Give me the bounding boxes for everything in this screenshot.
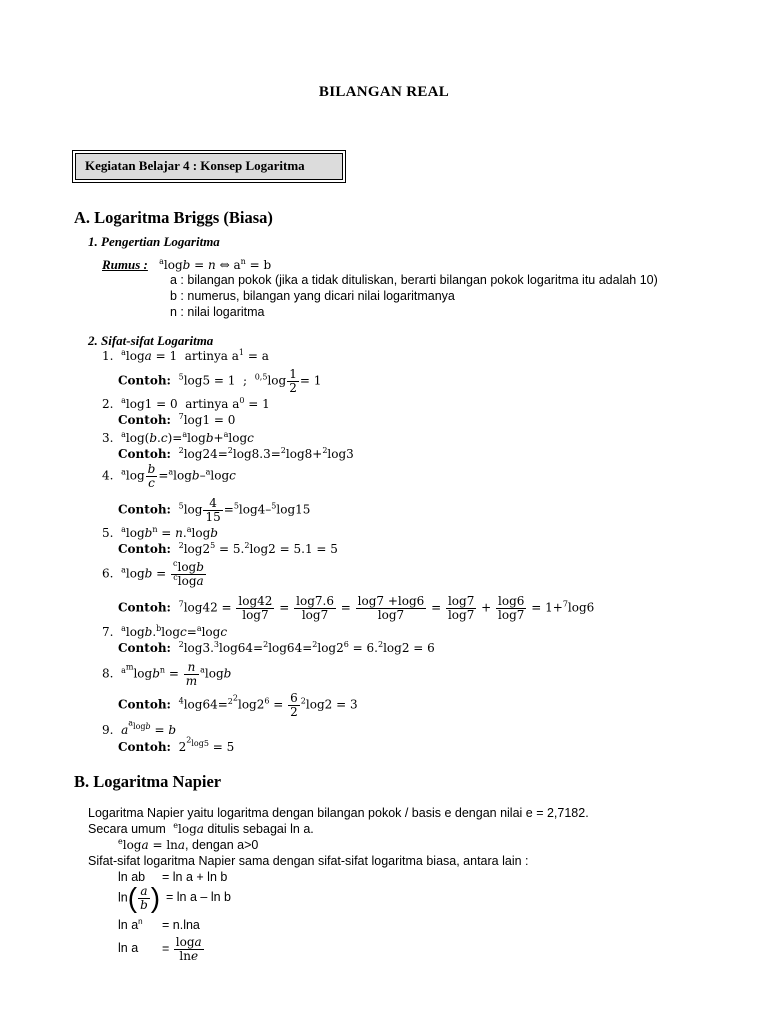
contoh-3: Contoh: $^2$log24=$^2$log8.3=$^2$log8+$^2$log3	[118, 446, 354, 461]
napier-rule-4: ln a = $\frac{\log a}{\ln e}$	[118, 935, 202, 963]
property-8: 8. $^{a^m}$logb$^n$ = $\frac{n}{m}$ $^a$logb	[102, 660, 232, 688]
subsection-pengertian: 1. Pengertian Logaritma	[88, 234, 220, 249]
napier-line-2: Secara umum $^e$loga ditulis sebagai ln a.	[88, 821, 314, 836]
property-7: 7. $^a$logb.$^b$logc=$^a$logc	[102, 624, 228, 639]
napier-line-2-post: ditulis sebagai ln a.	[207, 822, 314, 836]
kegiatan-box	[72, 150, 346, 183]
rumus-label: Rumus :	[102, 257, 148, 272]
contoh-9: Contoh: $2^{^2log5} = 5$	[118, 735, 235, 754]
rule-rhs: = ln a – ln b	[166, 890, 231, 905]
definition-b: b : numerus, bilangan yang dicari nilai logaritmanya	[170, 289, 455, 303]
section-a-heading: A. Logaritma Briggs (Biasa)	[74, 208, 273, 227]
kegiatan-label: Kegiatan Belajar 4 : Konsep Logaritma	[85, 158, 305, 173]
property-number: 6.	[102, 566, 114, 581]
contoh-label: Contoh:	[118, 740, 171, 754]
contoh-7: Contoh: $^2\log 3.^3\log 64=^2\log 64=^2\log 2^6 = 6.^2\log 2 = 6$	[118, 640, 435, 655]
property-9: 9. $a^{^alogb} = b$	[102, 718, 177, 737]
property-number: 8.	[102, 666, 114, 681]
property-5: 5. $^a$logb$^n$ = n.$^a$logb	[102, 525, 218, 540]
napier-line-3-post: , dengan a>0	[185, 838, 259, 852]
contoh-6: Contoh: $^7$log42 = $\frac{\log 42}{\log 7}$ = $\frac{\log 7.6}{\log 7}$ = $\frac{\log 7 +\log 6}{\log 7}$ = $\frac{\log 7}{\log 7}$ + $\frac{\log 6}{\log 7}$ = 1+$^7$log6	[118, 594, 595, 622]
napier-rule-2: ln( $\frac{a}{b}$ ) = ln a – ln b	[118, 882, 231, 913]
contoh-2: Contoh: $^7$log1 = 0	[118, 412, 236, 427]
rule-rhs: = ln a + ln b	[162, 870, 228, 884]
contoh-1: Contoh: $^5$log5 = 1 ; $^{0,5}$log $\frac{1}{2}$ = 1	[118, 367, 322, 395]
property-2: 2. $^a$log1 = 0 artinya $a^0 = 1$	[102, 396, 270, 411]
rule-rhs: = n.lna	[162, 918, 200, 932]
property-number: 1.	[102, 349, 114, 363]
property-number: 2.	[102, 397, 114, 411]
property-number: 4.	[102, 468, 114, 483]
section-b-heading: B. Logaritma Napier	[74, 772, 222, 791]
contoh-4: Contoh: $^5$log $\frac{4}{15}$ =$^5$log4–$^5$log15	[118, 496, 311, 524]
definition-a: a : bilangan pokok (jika a tidak dituliskan, berarti bilangan pokok logaritma itu adalah 10)	[170, 273, 658, 287]
contoh-label: Contoh:	[118, 502, 171, 517]
contoh-label: Contoh:	[118, 447, 171, 461]
property-number: 9.	[102, 723, 114, 737]
contoh-8: Contoh: $^4\log 64=^{2^2}\log 2^6$ = $\frac{6}{2}$ $^2$log2 = 3	[118, 691, 358, 719]
contoh-label: Contoh:	[118, 542, 171, 556]
rumus-row	[102, 257, 271, 273]
property-number: 7.	[102, 625, 114, 639]
napier-line-3: $^e$loga = lna, dengan a>0	[118, 837, 259, 852]
contoh-label: Contoh:	[118, 600, 171, 615]
napier-line-1: Logaritma Napier yaitu logaritma dengan bilangan pokok / basis e dengan nilai e = 2,7182.	[88, 806, 589, 820]
rule-lhs: ln ab	[118, 870, 146, 884]
rule-lhs: ln a	[118, 941, 139, 956]
contoh-label: Contoh:	[118, 697, 171, 712]
contoh-label: Contoh:	[118, 373, 171, 388]
page-title: BILANGAN REAL	[318, 84, 450, 100]
property-number: 5.	[102, 526, 114, 540]
napier-line-2-pre: Secara umum	[88, 822, 166, 836]
napier-rule-3: $\ln a^n = n.\ln a$	[118, 916, 200, 932]
property-6: 6. $^a$logb = $\frac{^c\log b}{^c\log a}$	[102, 559, 204, 588]
rumus-formula: $^a$logb = n ⇔ $a^n = b$	[159, 257, 272, 272]
property-4: 4. $^a$log $\frac{b}{c}$ =$^a$logb–$^a$logc	[102, 462, 236, 490]
contoh-label: Contoh:	[118, 641, 171, 655]
definition-n: n : nilai logaritma	[170, 305, 265, 319]
property-number: 3.	[102, 431, 114, 445]
subsection-sifat: 2. Sifat-sifat Logaritma	[88, 333, 214, 348]
property-3: 3. $^a$log(b.c)=$^a$logb+$^a$logc	[102, 430, 254, 445]
contoh-5: Contoh: $^2\log 2^5 = 5.^2\log 2 = 5.1 = 5$	[118, 541, 338, 556]
napier-line-4: Sifat-sifat logaritma Napier sama dengan sifat-sifat logaritma biasa, antara lain :	[88, 854, 529, 868]
contoh-label: Contoh:	[118, 413, 171, 427]
property-1: 1. $^a$loga = 1 artinya $a^1 = a$	[102, 348, 269, 363]
